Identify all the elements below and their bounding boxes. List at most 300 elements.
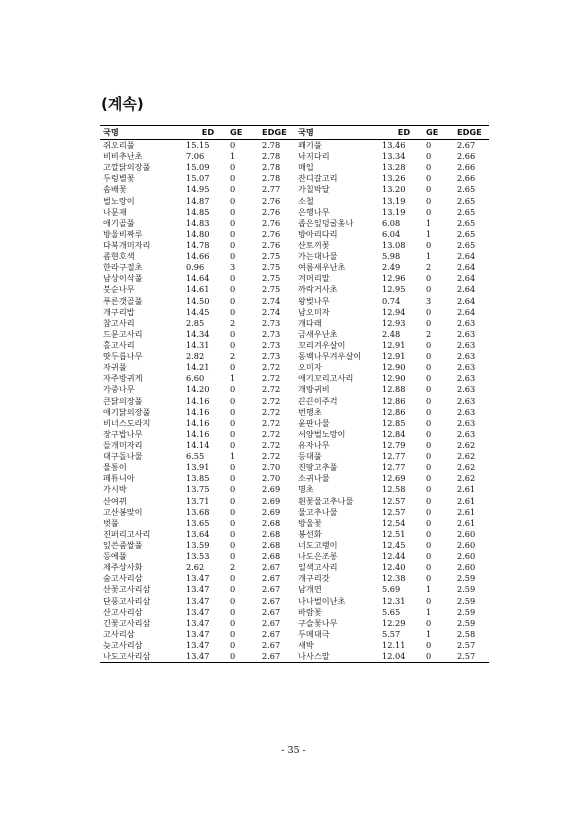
ed-value: 12.90: [382, 373, 406, 384]
table-row: [100, 296, 489, 307]
edge-value: 2.72: [262, 406, 281, 417]
ed-value: 13.64: [186, 528, 210, 539]
species-name: 흰꽃물고추나물: [298, 495, 354, 506]
species-name: 땃두릅나무: [103, 351, 143, 362]
species-name: 가시박: [103, 484, 127, 495]
ed-value: 12.90: [382, 362, 406, 373]
edge-value: 2.76: [262, 195, 281, 206]
edge-value: 2.61: [457, 484, 476, 495]
ge-value: 0: [426, 351, 432, 362]
edge-value: 2.63: [457, 428, 476, 439]
edge-value: 2.68: [262, 551, 281, 562]
table-row: [100, 207, 489, 218]
ge-value: 0: [230, 628, 236, 639]
ge-value: 0: [426, 362, 432, 373]
edge-value: 2.75: [262, 273, 281, 284]
ge-value: 0: [426, 195, 432, 206]
table-row: [100, 462, 489, 473]
edge-value: 2.65: [457, 184, 476, 195]
edge-value: 2.65: [457, 228, 476, 239]
species-name: 소귀나물: [298, 473, 330, 484]
ge-value: 1: [426, 251, 432, 262]
table-row: [100, 440, 489, 451]
edge-value: 2.72: [262, 417, 281, 428]
ed-value: 5.98: [382, 251, 401, 262]
edge-value: 2.65: [457, 240, 476, 251]
header-ge-1: GE: [230, 126, 262, 140]
ge-value: 0: [230, 528, 236, 539]
table-row: [100, 429, 489, 440]
header-ed-1: ED: [186, 126, 230, 140]
edge-value: 2.68: [262, 539, 281, 550]
ed-value: 12.57: [382, 495, 406, 506]
edge-value: 2.67: [262, 617, 281, 628]
species-name: 개방귀비: [298, 384, 330, 395]
table-row: [100, 340, 489, 351]
edge-value: 2.65: [457, 195, 476, 206]
ed-value: 12.54: [382, 517, 406, 528]
species-name: 벗풀: [103, 517, 119, 528]
ed-value: 14.31: [186, 340, 210, 351]
ed-value: 0.74: [382, 295, 401, 306]
ed-value: 12.77: [382, 451, 406, 462]
ed-value: 12.69: [382, 473, 406, 484]
species-name: 두메대극: [298, 628, 330, 639]
ed-value: 14.85: [186, 206, 210, 217]
edge-value: 2.64: [457, 284, 476, 295]
edge-value: 2.69: [262, 495, 281, 506]
ge-value: 0: [230, 595, 236, 606]
edge-value: 2.66: [457, 162, 476, 173]
species-name: 꽤기풀: [298, 140, 322, 151]
ge-value: 1: [426, 606, 432, 617]
ge-value: 0: [230, 384, 236, 395]
table-row: [100, 229, 489, 240]
ge-value: 0: [230, 484, 236, 495]
ed-value: 2.85: [186, 317, 205, 328]
species-name: 바람꽃: [298, 606, 322, 617]
edge-value: 2.67: [457, 140, 476, 151]
species-name: 고산봉맞이: [103, 506, 143, 517]
species-name: 은행나무: [298, 206, 330, 217]
ed-value: 13.08: [382, 240, 406, 251]
ed-value: 2.82: [186, 351, 205, 362]
ge-value: 0: [426, 340, 432, 351]
ed-value: 2.49: [382, 262, 401, 273]
ge-value: 0: [426, 573, 432, 584]
species-name: 벌노랑이: [103, 195, 135, 206]
edge-value: 2.65: [457, 206, 476, 217]
ge-value: 0: [230, 506, 236, 517]
species-name: 개구리갓: [298, 573, 330, 584]
ge-value: 2: [426, 328, 432, 339]
table-header-row: [100, 126, 489, 140]
species-name: 비너스도라지: [103, 417, 151, 428]
edge-value: 2.67: [262, 651, 295, 663]
ge-value: 0: [230, 406, 236, 417]
ge-value: 0: [426, 517, 432, 528]
table-row: [100, 640, 489, 651]
ed-value: 13.47: [186, 628, 210, 639]
ge-value: 0: [230, 206, 236, 217]
ed-value: 13.59: [186, 539, 210, 550]
species-name: 방울비짜루: [103, 228, 143, 239]
table-row: [100, 151, 489, 162]
species-table: [100, 125, 489, 663]
species-name: 좁은잎덩굴옻나: [298, 217, 354, 228]
ed-value: 0.96: [186, 262, 205, 273]
edge-value: 2.63: [457, 417, 476, 428]
ge-value: 0: [426, 428, 432, 439]
ed-value: 13.19: [382, 195, 406, 206]
edge-value: 2.63: [457, 340, 476, 351]
ge-value: 0: [230, 306, 236, 317]
species-name: 꼬리겨우살이: [298, 340, 346, 351]
edge-value: 2.78: [262, 162, 281, 173]
ge-value: 0: [426, 395, 432, 406]
ed-value: 14.45: [186, 306, 210, 317]
ge-value: 0: [230, 395, 236, 406]
edge-value: 2.75: [262, 262, 281, 273]
table-row: [100, 162, 489, 173]
ge-value: 0: [230, 273, 236, 284]
table-row: [100, 573, 489, 584]
species-name: 산고사리삼: [103, 606, 143, 617]
ge-value: 0: [230, 173, 236, 184]
edge-value: 2.72: [262, 440, 281, 450]
edge-value: 2.64: [457, 262, 476, 273]
species-name: 가칠박달: [298, 184, 330, 195]
ed-value: 12.45: [382, 539, 406, 550]
ed-value: 13.26: [382, 173, 406, 184]
table-row: [100, 373, 489, 384]
edge-value: 2.67: [262, 628, 281, 639]
ge-value: 0: [426, 151, 432, 162]
ed-value: 13.20: [382, 184, 406, 195]
edge-value: 2.59: [457, 606, 476, 617]
table-row: [100, 595, 489, 606]
table-row: [100, 507, 489, 518]
edge-value: 2.69: [262, 484, 281, 495]
ed-value: 13.91: [186, 462, 210, 473]
edge-value: 2.74: [262, 306, 281, 317]
edge-value: 2.68: [262, 517, 281, 528]
species-name: 푸른갯골풀: [103, 295, 143, 306]
edge-value: 2.73: [262, 351, 281, 362]
ed-value: 14.14: [186, 440, 210, 450]
edge-value: 2.75: [262, 251, 281, 262]
page-number: - 35 -: [281, 745, 306, 756]
ge-value: 0: [230, 195, 236, 206]
edge-value: 2.59: [457, 617, 476, 628]
species-name: 잔디갈고리: [298, 173, 338, 184]
ed-value: 12.04: [382, 651, 426, 663]
table-row: [100, 407, 489, 418]
ed-value: 12.85: [382, 417, 406, 428]
ge-value: 3: [230, 262, 236, 273]
ge-value: 0: [426, 317, 432, 328]
ge-value: 0: [230, 495, 236, 506]
species-name: 동백나무겨우살이: [298, 351, 362, 362]
species-name: 솜배꽃: [103, 184, 127, 195]
ed-value: 13.71: [186, 495, 210, 506]
edge-value: 2.58: [457, 628, 476, 639]
ge-value: 0: [230, 617, 236, 628]
edge-value: 2.63: [457, 373, 476, 384]
species-name: 장구밥나무: [103, 428, 143, 439]
header-ge-2: GE: [426, 126, 457, 140]
edge-value: 2.60: [457, 562, 476, 573]
edge-value: 2.60: [457, 539, 476, 550]
species-name: 긴꽃고사리삼: [103, 617, 151, 628]
ed-value: 13.34: [382, 151, 406, 162]
edge-value: 2.78: [262, 140, 281, 151]
ge-value: 1: [230, 373, 236, 384]
ed-value: 6.04: [382, 228, 401, 239]
ge-value: 0: [426, 484, 432, 495]
edge-value: 2.73: [262, 328, 281, 339]
edge-value: 2.72: [262, 428, 281, 439]
species-name: 금새우난초: [298, 328, 338, 339]
edge-value: 2.66: [457, 173, 476, 184]
ed-value: 12.40: [382, 562, 406, 573]
table-row: [100, 396, 489, 407]
species-name: 소철: [298, 195, 314, 206]
species-name: 산여뀌: [103, 495, 127, 506]
ed-value: 12.77: [382, 462, 406, 473]
species-name: 유자나무: [298, 440, 330, 450]
ed-value: 13.47: [186, 573, 210, 584]
ge-value: 0: [426, 595, 432, 606]
ge-value: 2: [230, 351, 236, 362]
ed-value: 13.68: [186, 506, 210, 517]
ge-value: 0: [426, 173, 432, 184]
ed-value: 15.07: [186, 173, 210, 184]
ed-value: 2.48: [382, 328, 401, 339]
ed-value: 5.57: [382, 628, 401, 639]
species-name: 큰닭의장풀: [103, 395, 143, 406]
ed-value: 12.93: [382, 317, 406, 328]
species-name: 두렁별꽃: [103, 173, 135, 184]
ed-value: 6.60: [186, 373, 205, 384]
species-name: 남오미자: [298, 306, 330, 317]
table-row: [100, 418, 489, 429]
ed-value: 14.78: [186, 240, 210, 251]
species-name: 끈끈이주걱: [298, 395, 338, 406]
ge-value: 0: [426, 140, 432, 151]
edge-value: 2.64: [457, 251, 476, 262]
ge-value: 0: [426, 639, 432, 650]
ed-value: 12.29: [382, 617, 406, 628]
species-name: 드문고사리: [103, 328, 143, 339]
ed-value: 14.16: [186, 417, 210, 428]
species-name: 왕벚나무: [298, 295, 330, 306]
species-name: 개구리밥: [103, 306, 135, 317]
ge-value: 0: [426, 206, 432, 217]
table-row: [100, 351, 489, 362]
edge-value: 2.73: [262, 340, 281, 351]
ge-value: 1: [230, 451, 236, 462]
ed-value: 12.79: [382, 440, 406, 450]
edge-value: 2.76: [262, 240, 281, 251]
edge-value: 2.59: [457, 595, 476, 606]
table-row: [100, 473, 489, 484]
ed-value: 14.21: [186, 362, 210, 373]
ed-value: 12.31: [382, 595, 406, 606]
ge-value: 0: [230, 251, 236, 262]
ed-value: 5.69: [382, 584, 401, 595]
table-row: [100, 607, 489, 618]
header-name-2: 국명: [295, 126, 382, 140]
ed-value: 14.20: [186, 384, 210, 395]
edge-value: 2.63: [457, 406, 476, 417]
ge-value: 0: [230, 184, 236, 195]
ed-value: 14.16: [186, 395, 210, 406]
ge-value: 2: [230, 562, 236, 573]
ge-value: 0: [426, 406, 432, 417]
edge-value: 2.62: [457, 451, 476, 462]
species-name: 가는대나물: [298, 251, 338, 262]
table-row: [100, 551, 489, 562]
table-row: [100, 184, 489, 195]
ge-value: 0: [230, 440, 236, 450]
ed-value: 13.53: [186, 551, 210, 562]
ed-value: 13.65: [186, 517, 210, 528]
table-row: [100, 618, 489, 629]
edge-value: 2.74: [262, 295, 281, 306]
ge-value: 0: [426, 462, 432, 473]
ge-value: 0: [230, 240, 236, 251]
table-row: [100, 284, 489, 295]
edge-value: 2.77: [262, 184, 281, 195]
edge-value: 2.62: [457, 473, 476, 484]
species-name: 가중나무: [103, 384, 135, 395]
ge-value: 0: [230, 162, 236, 173]
species-name: 들개미자리: [103, 440, 143, 450]
species-name: 페튜니아: [103, 473, 135, 484]
ge-value: 0: [230, 539, 236, 550]
ge-value: 0: [230, 462, 236, 473]
species-name: 나도고사리삼: [100, 651, 186, 663]
ge-value: 0: [426, 506, 432, 517]
ge-value: 0: [230, 295, 236, 306]
ge-value: 1: [426, 584, 432, 595]
table-row: [100, 451, 489, 462]
table-row: [100, 384, 489, 395]
edge-value: 2.59: [457, 573, 476, 584]
table-body: [100, 140, 489, 663]
edge-value: 2.63: [457, 351, 476, 362]
species-name: 고깔닭의장풀: [103, 162, 151, 173]
ge-value: 0: [230, 517, 236, 528]
ed-value: 12.91: [382, 340, 406, 351]
ed-value: 13.47: [186, 617, 210, 628]
table-row: [100, 307, 489, 318]
edge-value: 2.72: [262, 395, 281, 406]
species-name: 산꽃고사리삼: [103, 584, 151, 595]
species-name: 등대풀: [298, 451, 322, 462]
species-name: 다북개미자리: [103, 240, 151, 251]
table-row: [100, 140, 489, 152]
species-name: 숲고사리삼: [103, 573, 143, 584]
edge-value: 2.68: [262, 528, 281, 539]
species-name: 오미자: [298, 362, 322, 373]
ed-value: 14.87: [186, 195, 210, 206]
species-name: 나도은조롱: [298, 551, 338, 562]
ge-value: 0: [230, 362, 236, 373]
ge-value: 0: [230, 284, 236, 295]
ed-value: 12.57: [382, 506, 406, 517]
species-name: 윤판나물: [298, 417, 330, 428]
ed-value: 12.38: [382, 573, 406, 584]
edge-value: 2.62: [457, 462, 476, 473]
ge-value: 0: [426, 651, 457, 663]
species-name: 방울꽃: [298, 517, 322, 528]
ed-value: 12.88: [382, 384, 406, 395]
table-row: [100, 273, 489, 284]
ed-value: 14.61: [186, 284, 210, 295]
edge-value: 2.78: [262, 173, 281, 184]
edge-value: 2.67: [262, 639, 281, 650]
species-name: 까락거사초: [298, 284, 338, 295]
ed-value: 15.15: [186, 140, 210, 151]
ge-value: 0: [426, 562, 432, 573]
species-name: 매입: [298, 162, 314, 173]
species-name: 대구돌나물: [103, 451, 143, 462]
ed-value: 2.62: [186, 562, 205, 573]
ge-value: 0: [426, 551, 432, 562]
species-name: 봉선화: [298, 528, 322, 539]
edge-value: 2.63: [457, 317, 476, 328]
table-row: [100, 518, 489, 529]
ge-value: 1: [426, 628, 432, 639]
ed-value: 6.55: [186, 451, 205, 462]
edge-value: 2.67: [262, 606, 281, 617]
ge-value: 0: [426, 528, 432, 539]
species-name: 서양벌노랑이: [298, 428, 346, 439]
ge-value: 0: [426, 451, 432, 462]
ge-value: 0: [230, 328, 236, 339]
table-row: [100, 362, 489, 373]
ge-value: 0: [426, 495, 432, 506]
ge-value: 0: [230, 606, 236, 617]
ed-value: 12.95: [382, 284, 406, 295]
species-name: 물고추나물: [298, 506, 338, 517]
ge-value: 0: [426, 384, 432, 395]
table-row: [100, 218, 489, 229]
species-name: 자귀풀: [103, 362, 127, 373]
species-name: 번행초: [298, 406, 322, 417]
ge-value: 0: [230, 584, 236, 595]
table-row: [100, 629, 489, 640]
edge-value: 2.57: [457, 639, 476, 650]
species-name: 나사스말: [295, 651, 382, 663]
table-row: [100, 329, 489, 340]
ed-value: 13.47: [186, 651, 230, 663]
ge-value: 0: [230, 340, 236, 351]
ed-value: 12.86: [382, 406, 406, 417]
header-name-1: 국명: [100, 126, 186, 140]
species-name: 붓순나무: [103, 284, 135, 295]
species-name: 물통이: [103, 462, 127, 473]
table-row: [100, 496, 489, 507]
species-name: 비비추난초: [103, 151, 143, 162]
species-name: 애기골풀: [103, 217, 135, 228]
ed-value: 12.91: [382, 351, 406, 362]
ge-value: 0: [230, 573, 236, 584]
edge-value: 2.72: [262, 362, 281, 373]
ge-value: 0: [230, 639, 236, 650]
